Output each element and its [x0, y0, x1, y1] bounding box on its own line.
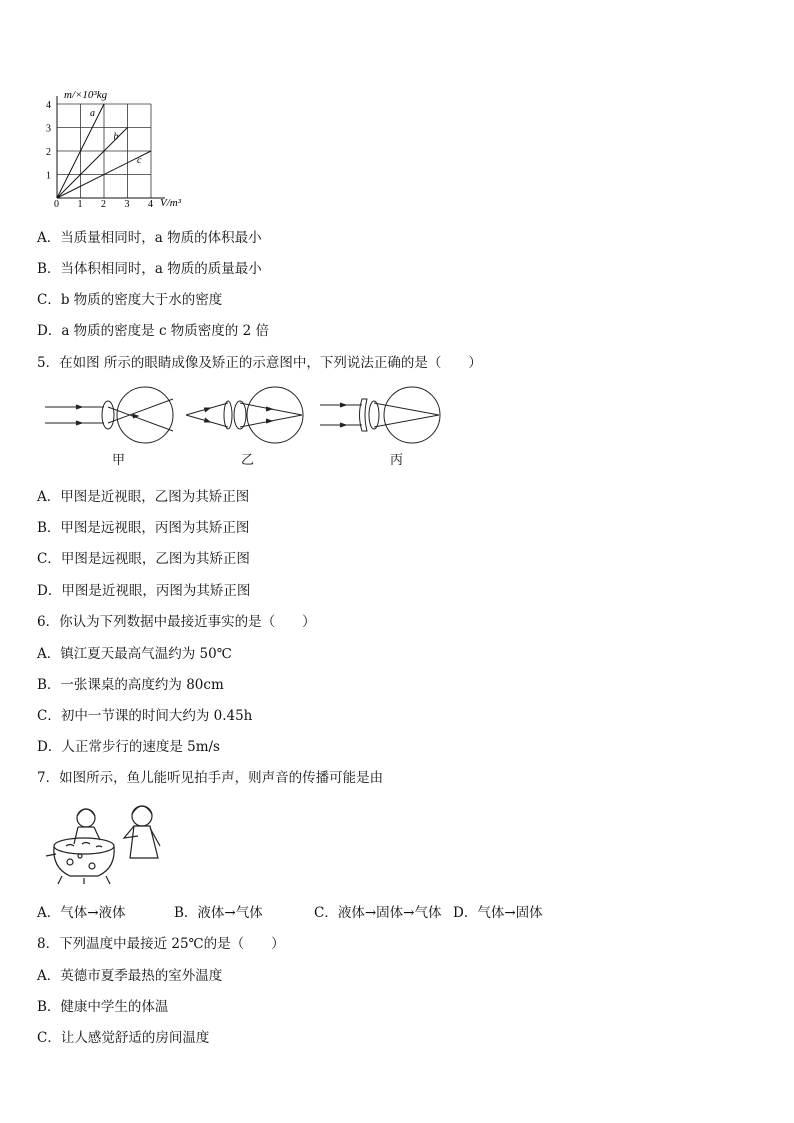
- q5-option-b: B．甲图是远视眼，丙图为其矫正图: [37, 520, 250, 536]
- q6-option-c: C．初中一节课的时间大约为 0.45h: [37, 708, 253, 724]
- fish-tank-illustration: [42, 796, 172, 888]
- q8-option-b: B．健康中学生的体温: [37, 999, 169, 1015]
- q5-option-d: D．甲图是近视眼，丙图为其矫正图: [37, 583, 251, 599]
- q5-stem: 5．在如图 所示的眼睛成像及矫正的示意图中，下列说法正确的是（ ）: [37, 355, 482, 371]
- q6-option-a: A．镇江夏天最高气温约为 50℃: [37, 646, 232, 662]
- q7-option-d: D．气体→固体: [453, 905, 543, 921]
- chart-axes: [57, 96, 165, 198]
- eye-diagram-jia: [45, 387, 173, 443]
- q8-option-a: A．英德市夏季最热的室外温度: [37, 968, 223, 984]
- y-tick-label: 3: [46, 123, 51, 135]
- x-axis-label: V/m³: [160, 197, 182, 209]
- q8-option-c: C．让人感觉舒适的房间温度: [37, 1030, 210, 1046]
- eye-diagram-yi: [186, 387, 303, 443]
- q5-option-a: A．甲图是近视眼，乙图为其矫正图: [37, 489, 250, 505]
- x-tick-label: 2: [101, 199, 106, 209]
- q7-option-a: A．气体→液体: [37, 905, 126, 921]
- x-tick-label: 1: [77, 199, 83, 209]
- x-tick-label: 3: [124, 199, 130, 209]
- q5-option-c: C．甲图是远视眼，乙图为其矫正图: [37, 551, 250, 567]
- q4-option-c: C．b 物质的密度大于水的密度: [37, 292, 223, 308]
- q4-option-b: B．当体积相同时，a 物质的质量最小: [37, 261, 262, 277]
- mass-volume-chart: [36, 84, 216, 209]
- q7-stem: 7．如图所示，鱼儿能听见拍手声，则声音的传播可能是由: [37, 770, 384, 786]
- y-tick-label: 4: [46, 100, 51, 111]
- series-label-b: b: [113, 131, 119, 143]
- q7-option-b: B．液体→气体: [174, 905, 263, 921]
- q4-option-d: D．a 物质的密度是 c 物质密度的 2 倍: [37, 323, 269, 339]
- x-tick-label: 0: [54, 199, 59, 209]
- y-axis-label: m/×10³kg: [64, 89, 108, 101]
- figure-label-jia: 甲: [112, 453, 126, 468]
- series-label-a: a: [90, 108, 95, 119]
- figure-label-bing: 丙: [390, 453, 404, 468]
- q6-option-b: B．一张课桌的高度约为 80cm: [37, 677, 224, 693]
- x-tick-label: 4: [148, 199, 153, 209]
- q4-option-a: A．当质量相同时，a 物质的体积最小: [37, 230, 262, 246]
- figure-label-yi: 乙: [241, 453, 255, 468]
- eye-diagram-bing: [320, 387, 440, 443]
- q6-option-d: D．人正常步行的速度是 5m/s: [37, 739, 220, 755]
- y-tick-label: 1: [46, 170, 51, 182]
- q7-option-c: C．液体→固体→气体: [314, 905, 442, 921]
- y-tick-label: 2: [46, 147, 51, 158]
- q8-stem: 8．下列温度中最接近 25℃的是（ ）: [37, 936, 285, 952]
- q6-stem: 6．你认为下列数据中最接近事实的是（ ）: [37, 614, 316, 630]
- series-label-c: c: [137, 155, 142, 166]
